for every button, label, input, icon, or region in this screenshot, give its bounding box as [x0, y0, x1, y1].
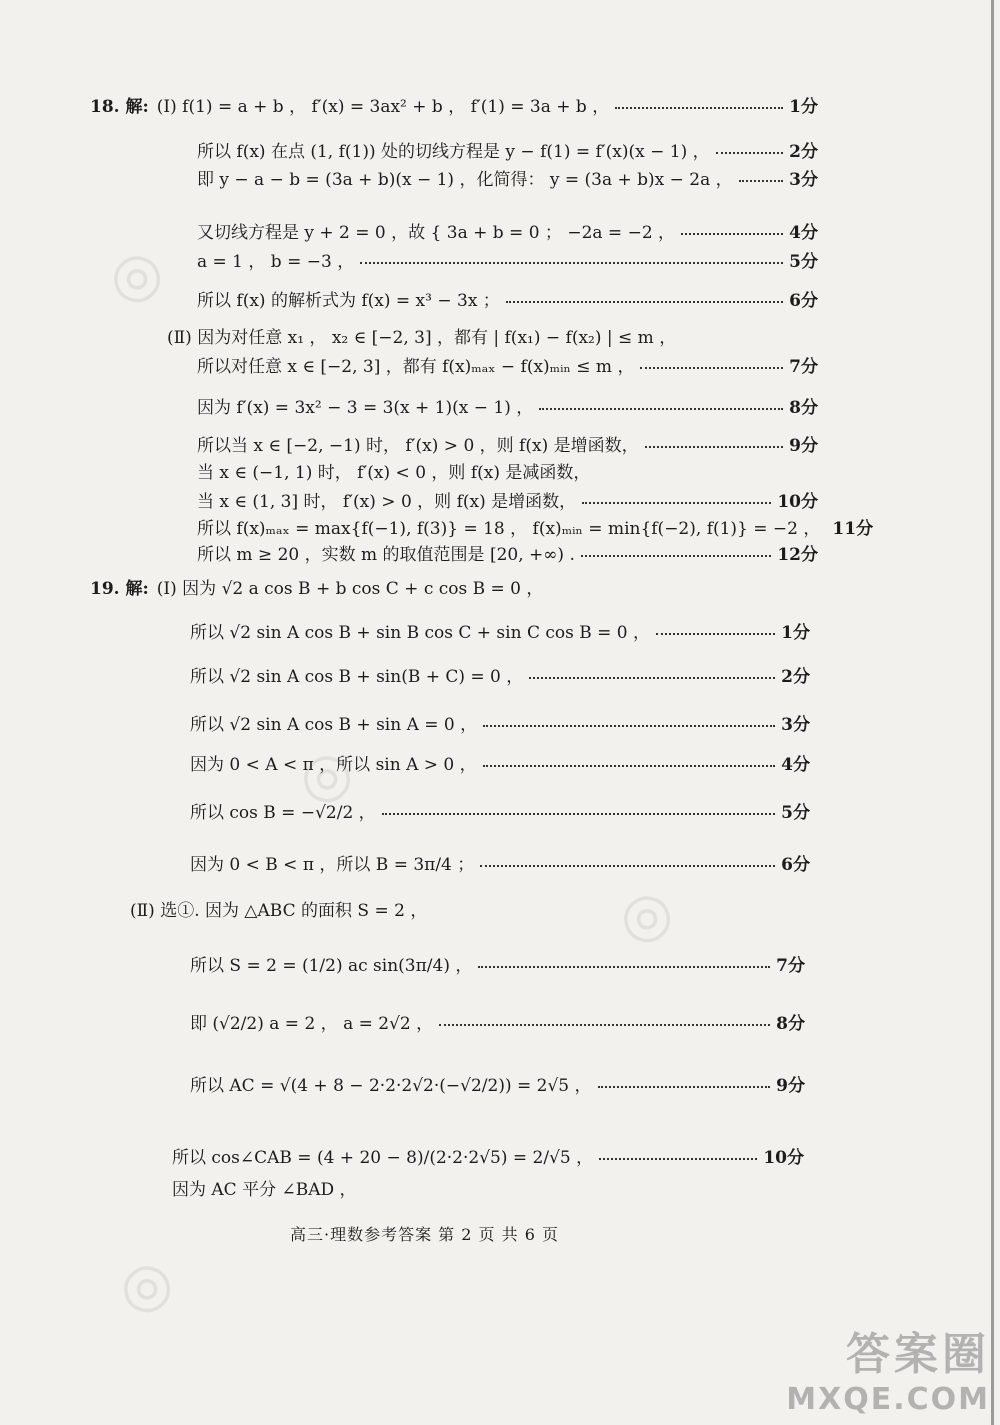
score-label: 5分 — [781, 802, 810, 823]
answer-text: 因为 AC 平分 ∠BAD ， — [172, 1179, 357, 1200]
answer-line — [167, 320, 818, 350]
answer-line — [190, 615, 810, 645]
answer-line — [190, 707, 810, 737]
answer-line — [190, 795, 810, 825]
watermark: ◎ — [103, 235, 170, 315]
score-label: 10分 — [763, 1147, 804, 1168]
watermark: ◎ — [113, 1245, 180, 1325]
score-label: 11分 — [832, 518, 874, 539]
dot-leader — [483, 725, 775, 727]
answer-text: 即 (√2/2) a = 2 ， a = 2√2 ， — [190, 1013, 434, 1034]
answer-line — [197, 162, 818, 192]
answer-text: 所以对任意 x ∈ [−2, 3] ，都有 f(x)ₘₐₓ − f(x)ₘᵢₙ ≤ m ， — [197, 356, 635, 377]
score-label: 9分 — [789, 435, 818, 456]
dot-leader — [599, 1158, 757, 1160]
dot-leader — [478, 966, 770, 968]
score-label: 8分 — [776, 1013, 805, 1034]
answer-line — [190, 948, 805, 978]
answer-text: 当 x ∈ (−1, 1) 时， f′(x) < 0 ，则 f(x) 是减函数， — [197, 462, 591, 483]
dot-leader — [681, 233, 783, 235]
site-logo — [786, 1318, 990, 1417]
watermark: ◎ — [293, 735, 360, 815]
answer-text: (Ⅰ) f(1) = a + b ， f′(x) = 3ax² + b ， f′(1) = 3a + b ， — [156, 96, 610, 117]
answer-text: 所以 f(x) 的解析式为 f(x) = x³ − 3x ； — [197, 290, 500, 311]
answer-line — [172, 1140, 804, 1170]
logo-mark: 答案圈 — [846, 1329, 990, 1380]
answer-line — [190, 659, 810, 689]
score-label: 7分 — [789, 356, 818, 377]
answer-text: a = 1 ， b = −3 ， — [197, 251, 355, 272]
dot-leader — [739, 180, 783, 182]
score-label: 5分 — [789, 251, 818, 272]
answer-line — [190, 747, 810, 777]
score-label: 6分 — [789, 290, 818, 311]
answer-text: 因为 0 < A < π ，所以 sin A > 0 ， — [190, 754, 477, 775]
answer-line — [190, 1068, 805, 1098]
answer-line — [197, 244, 818, 274]
answer-line — [190, 1006, 805, 1036]
score-label: 2分 — [781, 666, 810, 687]
answer-text: 所以 f(x) 在点 (1, f(1)) 处的切线方程是 y − f(1) = f′(x)(x − 1) ， — [197, 141, 710, 162]
dot-leader — [506, 301, 783, 303]
dot-leader — [582, 502, 771, 504]
page-footer: 高三·理数参考答案 第 2 页 共 6 页 — [290, 1225, 559, 1244]
dot-leader — [645, 446, 784, 448]
answer-text: 所以当 x ∈ [−2, −1) 时， f′(x) > 0 ，则 f(x) 是增函数， — [197, 435, 639, 456]
answer-line — [197, 537, 818, 567]
answer-text: 所以 √2 sin A cos B + sin B cos C + sin C cos B = 0 ， — [190, 622, 651, 643]
answer-line — [197, 134, 818, 164]
answer-line — [172, 1172, 804, 1202]
answer-line — [197, 428, 818, 458]
answer-text: (Ⅱ) 因为对任意 x₁ ， x₂ ∈ [−2, 3] ，都有 | f(x₁) − f(x₂) | ≤ m ， — [167, 327, 677, 348]
dot-leader — [483, 765, 776, 767]
answer-line — [197, 455, 818, 485]
dot-leader — [581, 555, 771, 557]
dot-leader — [640, 367, 783, 369]
score-label: 3分 — [781, 714, 810, 735]
answer-text: 因为 f′(x) = 3x² − 3 = 3(x + 1)(x − 1) ， — [197, 397, 534, 418]
answer-text: 即 y − a − b = (3a + b)(x − 1) ，化简得： y = (3a + b)x − 2a ， — [197, 169, 733, 190]
answer-text: 所以 m ≥ 20 ，实数 m 的取值范围是 [20, +∞) . — [197, 544, 575, 565]
score-label: 4分 — [789, 222, 818, 243]
answer-line — [197, 283, 818, 313]
scan-edge — [991, 0, 994, 1425]
score-label: 8分 — [789, 397, 818, 418]
question-number: 19. 解: — [90, 578, 149, 599]
dot-leader — [360, 262, 783, 264]
dot-leader — [598, 1086, 771, 1088]
answer-text: (Ⅰ) 因为 √2 a cos B + b cos C + c cos B = 0 ， — [156, 578, 544, 599]
dot-leader — [615, 107, 783, 109]
answer-text: (Ⅱ) 选①. 因为 △ABC 的面积 S = 2 ， — [130, 900, 428, 921]
answer-line — [130, 893, 810, 923]
dot-leader — [716, 152, 784, 154]
dot-leader — [480, 865, 775, 867]
answer-text: 所以 AC = √(4 + 8 − 2·2·2√2·(−√2/2)) = 2√5 ， — [190, 1075, 592, 1096]
answer-line — [190, 847, 810, 877]
logo-domain: MXQE.COM — [786, 1382, 990, 1417]
answer-text: 又切线方程是 y + 2 = 0 ，故 { 3a + b = 0 ； −2a = −2 ， — [197, 222, 676, 243]
score-label: 10分 — [777, 491, 818, 512]
answer-text: 所以 cos B = −√2/2 ， — [190, 802, 376, 823]
answer-text: 当 x ∈ (1, 3] 时， f′(x) > 0 ，则 f(x) 是增函数， — [197, 491, 577, 512]
score-label: 4分 — [781, 754, 810, 775]
score-label: 1分 — [789, 96, 818, 117]
score-label: 3分 — [789, 169, 818, 190]
question-number: 18. 解: — [90, 96, 149, 117]
answer-text: 所以 √2 sin A cos B + sin A = 0 ， — [190, 714, 478, 735]
watermark: ◎ — [613, 875, 680, 955]
score-label: 7分 — [776, 955, 805, 976]
answer-text: 所以 S = 2 = (1/2) ac sin(3π/4) ， — [190, 955, 473, 976]
answer-text: 所以 √2 sin A cos B + sin(B + C) = 0 ， — [190, 666, 524, 687]
score-label: 2分 — [789, 141, 818, 162]
answer-line — [90, 89, 818, 119]
dot-leader — [529, 677, 775, 679]
dot-leader — [656, 633, 775, 635]
score-label: 6分 — [781, 854, 810, 875]
dot-leader — [539, 408, 783, 410]
answer-text: 所以 cos∠CAB = (4 + 20 − 8)/(2·2·2√5) = 2/√5 ， — [172, 1147, 594, 1168]
answer-line — [197, 215, 818, 245]
score-label: 1分 — [781, 622, 810, 643]
dot-leader — [439, 1024, 770, 1026]
answer-line — [197, 349, 818, 379]
answer-text: 所以 f(x)ₘₐₓ = max{f(−1), f(3)} = 18 ， f(x)ₘᵢₙ = min{f(−2), f(1)} = −2 ， — [197, 518, 821, 539]
dot-leader — [382, 813, 775, 815]
score-label: 12分 — [777, 544, 818, 565]
answer-text: 因为 0 < B < π ，所以 B = 3π/4 ； — [190, 854, 475, 875]
answer-line — [197, 484, 818, 514]
answer-line — [90, 571, 818, 601]
answer-line — [197, 390, 818, 420]
score-label: 9分 — [776, 1075, 805, 1096]
